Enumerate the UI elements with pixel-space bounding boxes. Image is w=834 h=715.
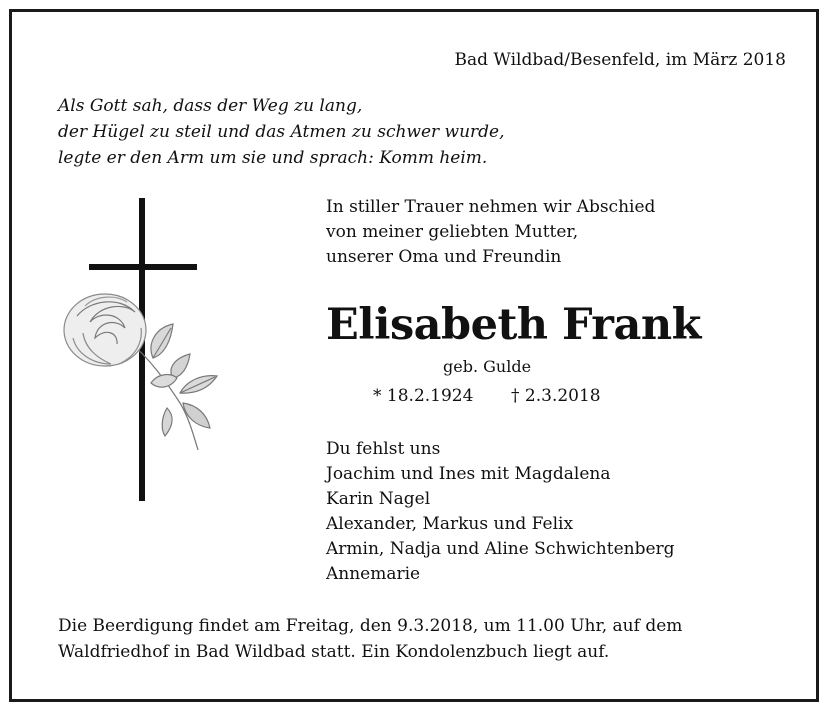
- quote-line: der Hügel zu steil und das Atmen zu schwer wurde,: [58, 122, 505, 142]
- intro-line: von meiner geliebten Mutter,: [326, 222, 579, 242]
- place-date: Bad Wildbad/Besenfeld, im März 2018: [454, 50, 786, 70]
- mourner-line: Annemarie: [326, 564, 421, 584]
- intro-line: In stiller Trauer nehmen wir Abschied: [326, 197, 656, 217]
- cross-with-rose-illustration: [55, 198, 230, 503]
- mourner-line: Joachim und Ines mit Magdalena: [326, 464, 611, 484]
- quote-line: legte er den Arm um sie und sprach: Komm heim.: [58, 148, 488, 168]
- death-date: † 2.3.2018: [511, 386, 601, 406]
- funeral-info: [58, 613, 682, 665]
- birth-date: * 18.2.1924: [373, 386, 474, 406]
- intro-line: unserer Oma und Freundin: [326, 247, 562, 267]
- birth-name: geb. Gulde: [443, 357, 532, 376]
- intro-text: [326, 195, 655, 270]
- funeral-line: Waldfriedhof in Bad Wildbad statt. Ein Kondolenzbuch liegt auf.: [58, 642, 610, 662]
- quote-line: Als Gott sah, dass der Weg zu lang,: [58, 96, 363, 116]
- funeral-line: Die Beerdigung findet am Freitag, den 9.3.2018, um 11.00 Uhr, auf dem: [58, 616, 683, 636]
- mourner-line: Du fehlst uns: [326, 439, 441, 459]
- mourner-line: Armin, Nadja und Aline Schwichtenberg: [326, 539, 675, 559]
- mourner-line: Alexander, Markus und Felix: [326, 514, 574, 534]
- mourner-line: Karin Nagel: [326, 489, 431, 509]
- deceased-name: Elisabeth Frank: [326, 300, 701, 350]
- quote: [58, 93, 505, 171]
- mourners-list: [326, 437, 675, 587]
